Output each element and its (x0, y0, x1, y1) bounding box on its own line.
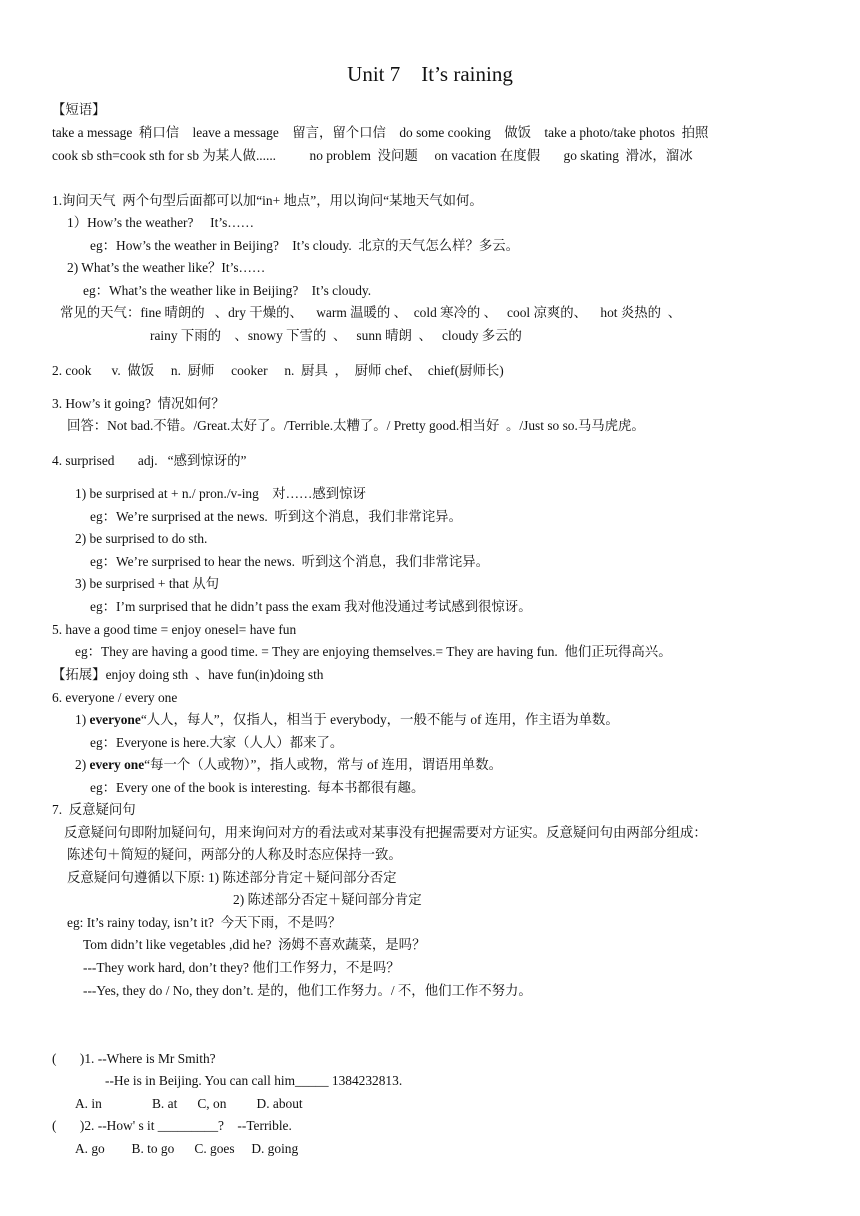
s7-eg-1: eg: It’s rainy today, isn’t it? 今天下雨，不是吗？ (67, 915, 342, 930)
s1-q2: 2) What’s the weather like？It’s…… (67, 260, 266, 275)
s1-q1: 1）How’s the weather? It’s…… (67, 215, 255, 230)
phrases-header: 【短语】 (52, 102, 106, 117)
s5-extension-label: 【拓展】 (52, 667, 106, 682)
s3-answer: 回答：Not bad.不错。/Great.太好了。/Terrible.太糟了。/ Pretty good.相当好 。/Just so so.马马虎虎。 (67, 418, 645, 433)
s2-line: 2. cook v. 做饭 n. 厨师 cooker n. 厨具 ， 厨师 chef、 chief(厨师长) (52, 363, 504, 378)
s6-p1-term: everyone (89, 712, 141, 727)
s4-p3: 3) be surprised + that 从句 (75, 576, 220, 591)
s6-p2-eg: eg：Every one of the book is interesting. 每本书都很有趣。 (90, 780, 425, 795)
s3-title: 3. How’s it going? 情况如何？ (52, 396, 225, 411)
s7-desc-2: 陈述句＋简短的疑问，两部分的人称及时态应保持一致。 (67, 847, 402, 862)
s5-title: 5. have a good time = enjoy onesel= have fun (52, 622, 297, 637)
s6-p1 (75, 711, 619, 729)
exercise-1-question: ( )1. --Where is Mr Smith? (52, 1051, 216, 1066)
s5-extension-text: enjoy doing sth 、have fun(in)doing sth (105, 667, 324, 682)
s6-title: 6. everyone / every one (52, 690, 178, 705)
s5-extension (52, 666, 324, 684)
exercise-1-options: A. in B. at C, on D. about (75, 1096, 303, 1111)
s1-title: 1.询问天气 两个句型后面都可以加“in+ 地点”，用以询问“某地天气如何。 (52, 193, 483, 208)
phrases-line-2: cook sb sth=cook sth for sb 为某人做...... no problem 没问题 on vacation 在度假 go skating 滑冰，溜冰 (52, 148, 693, 163)
s7-eg-4: ---Yes, they do / No, they don’t. 是的，他们工作努力。/ 不，他们工作不努力。 (83, 983, 532, 998)
exercise-2-question: ( )2. --How' s it _________? --Terrible. (52, 1118, 292, 1133)
s4-p3-eg: eg：I’m surprised that he didn’t pass the exam 我对他没通过考试感到很惊讶。 (90, 599, 532, 614)
s1-common-weather-1: 常见的天气：fine 晴朗的 、dry 干燥的、 warm 温暖的 、 cold 寒冷的 、 cool 凉爽的、 hot 炎热的 、 (60, 305, 682, 320)
s4-p2-eg: eg：We’re surprised to hear the news. 听到这个消息，我们非常诧异。 (90, 554, 490, 569)
s7-eg-3: ---They work hard, don’t they? 他们工作努力，不是吗？ (83, 960, 400, 975)
s7-desc-1: 反意疑问句即附加疑问句，用来询问对方的看法或对某事没有把握需要对方证实。反意疑问句由两部分组成： (64, 825, 707, 840)
phrases-line-1: take a message 稍口信 leave a message 留言，留个口信 do some cooking 做饭 take a photo/take photos 拍照 (52, 125, 709, 140)
s4-title: 4. surprised adj. “感到惊讶的” (52, 453, 247, 468)
s6-p2-num: 2) (75, 757, 90, 772)
s1-q1-eg: eg：How’s the weather in Beijing? It’s cloudy. 北京的天气怎么样？多云。 (90, 238, 520, 253)
s4-p2: 2) be surprised to do sth. (75, 531, 208, 546)
s1-q2-eg: eg：What’s the weather like in Beijing? It’s cloudy. (83, 283, 372, 298)
s6-p1-eg: eg：Everyone is here.大家（人人）都来了。 (90, 735, 344, 750)
exercise-1-line-2: --He is in Beijing. You can call him_____ 1384232813. (105, 1073, 403, 1088)
s1-common-weather-2: rainy 下雨的 、snowy 下雪的 、 sunn 晴朗 、 cloudy 多云的 (150, 328, 522, 343)
s6-p1-num: 1) (75, 712, 90, 727)
s7-eg-2: Tom didn’t like vegetables ,did he? 汤姆不喜欢蔬菜，是吗？ (83, 937, 426, 952)
s4-p1-eg: eg：We’re surprised at the news. 听到这个消息，我们非常诧异。 (90, 509, 462, 524)
s7-rule-1: 反意疑问句遵循以下原: 1) 陈述部分肯定＋疑问部分否定 (67, 870, 397, 885)
page-title: Unit 7 It’s raining (347, 62, 513, 86)
s6-p1-text: “人人，每人”，仅指人，相当于 everybody，一般不能与 of 连用，作主语为单数。 (140, 712, 619, 727)
s4-p1: 1) be surprised at + n./ pron./v-ing 对……感到惊讶 (75, 486, 366, 501)
s6-p2-text: “每一个（人或物）”，指人或物，常与 of 连用，谓语用单数。 (144, 757, 502, 772)
exercise-2-options: A. go B. to go C. goes D. going (75, 1141, 299, 1156)
s6-p2 (75, 756, 502, 774)
s6-p2-term: every one (89, 757, 145, 772)
s7-rule-2: 2) 陈述部分否定＋疑问部分肯定 (233, 892, 422, 907)
s5-eg: eg：They are having a good time. = They are enjoying themselves.= They are having fun. 他们正玩得高兴。 (75, 644, 672, 659)
s7-title: 7. 反意疑问句 (52, 802, 136, 817)
